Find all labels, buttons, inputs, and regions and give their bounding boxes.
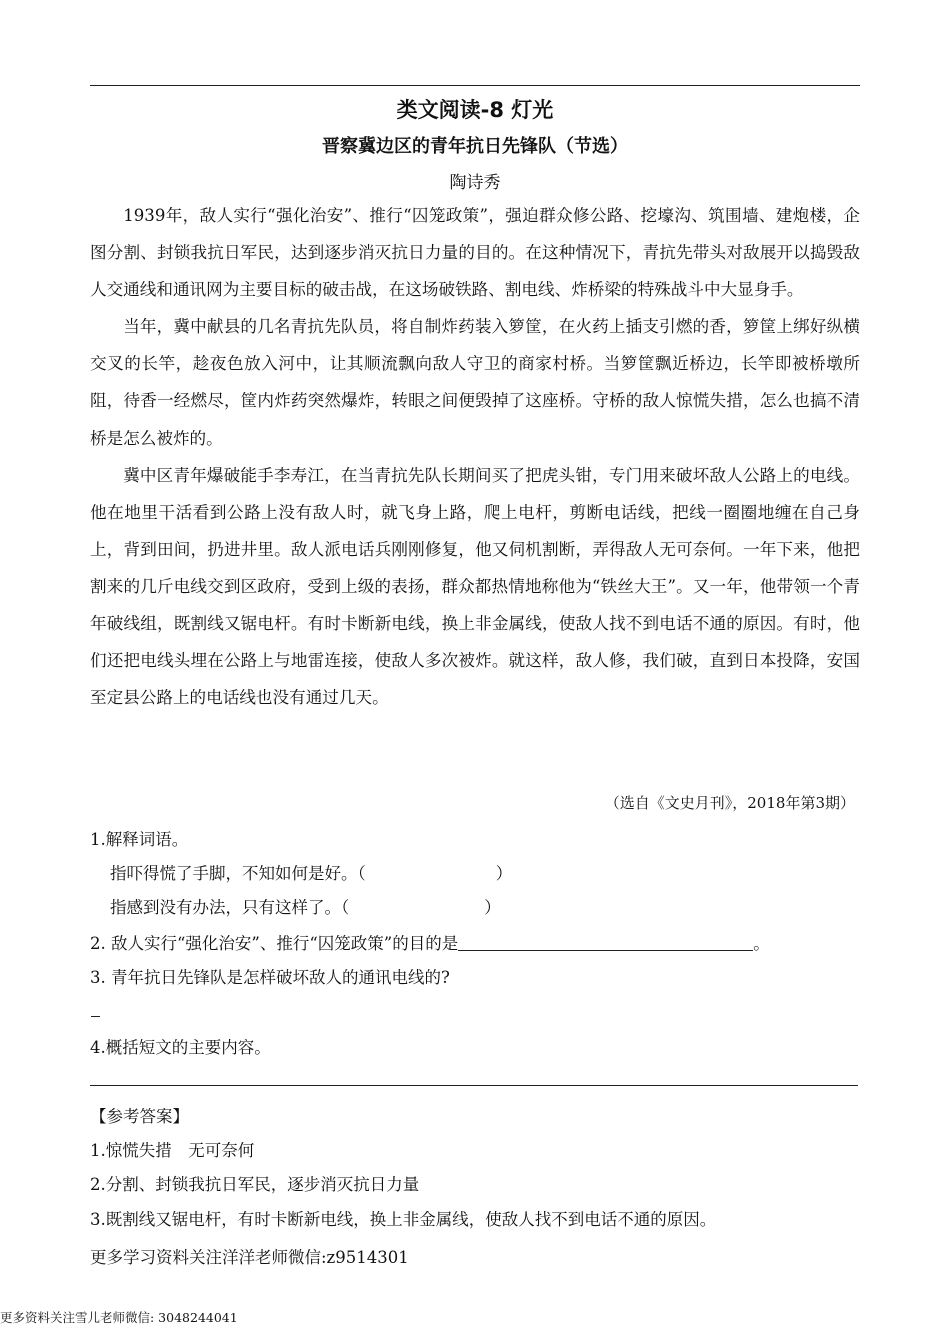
promo-text: 更多学习资料关注洋洋老师微信:z9514301: [90, 1248, 409, 1267]
question-1a-text: 指吓得慌了手脚，不知如何是好。（: [110, 864, 366, 883]
question-1a: [110, 860, 512, 884]
question-2-end: 。: [753, 934, 770, 953]
answer-divider: [90, 1085, 858, 1086]
answer-3: 3.既割线又锯电杆，有时卡断新电线，换上非金属线，使敌人找不到电话不通的原因。: [90, 1210, 717, 1229]
article-paragraph-3: 冀中区青年爆破能手李寿江，在当青抗先队长期间买了把虎头钳，专门用来破坏敌人公路上的电线。他在地里干活看到公路上没有敌人时，就飞身上路，爬上电杆，剪断电话线，把线一圈圈地缠在自己身上，背到田间，扔进井里。敌人派电话兵刚刚修复，他又伺机割断，弄得敌人无可奈何。一年下来，他把割来的几斤电线交到区政府，受到上级的表扬，群众都热情地称他为“铁丝大王”。又一年，他带领一个青年破线组，既割线又锯电杆。有时卡断新电线，换上非金属线，使敌人找不到电话不通的原因。有时，他们还把电线头埋在公路上与地雷连接，使敌人多次被炸。就这样，敌人修，我们破，直到日本投降，安国至定县公路上的电话线也没有通过几天。: [90, 465, 860, 708]
article-body: [90, 197, 860, 716]
article-title: 晋察冀边区的青年抗日先锋队（节选）: [322, 136, 628, 157]
answer-heading: 【参考答案】: [90, 1107, 189, 1126]
question-1b: [110, 894, 501, 918]
page-title: 类文阅读-8 灯光: [396, 98, 554, 122]
answer-line-stub: [91, 1016, 100, 1017]
article-paragraph-1: 1939年，敌人实行“强化治安”、推行“囚笼政策”，强迫群众修公路、挖壕沟、筑围墙、建炮楼，企图分割、封锁我抗日军民，达到逐步消灭抗日力量的目的。在这种情况下，青抗先带头对敌展开以捣毁敌人交通线和通讯网为主要目标的破击战，在这场破铁路、割电线、炸桥梁的特殊战斗中大显身手。: [90, 206, 860, 300]
footer-note: 更多资料关注雪儿老师微信: 3048244041: [0, 1310, 238, 1325]
question-1a-close: ）: [495, 864, 513, 883]
question-1b-text: 指感到没有办法，只有这样了。（: [110, 898, 350, 917]
question-4: 4.概括短文的主要内容。: [90, 1038, 271, 1057]
answer-blank-2[interactable]: [458, 932, 753, 951]
answer-1: 1.惊慌失措 无可奈何: [90, 1141, 255, 1160]
question-2: [90, 930, 770, 954]
article-source: （选自《文史月刊》，2018年第3期）: [604, 794, 855, 812]
top-divider: [90, 85, 860, 86]
answer-2: 2.分割、封锁我抗日军民，逐步消灭抗日力量: [90, 1175, 420, 1194]
question-3: 3. 青年抗日先锋队是怎样破坏敌人的通讯电线的?: [90, 968, 450, 987]
question-2-text: 2. 敌人实行“强化治安”、推行“囚笼政策”的目的是: [90, 934, 459, 953]
question-1b-close: ）: [484, 898, 501, 917]
article-author: 陶诗秀: [449, 173, 501, 193]
question-1: 1.解释词语。: [90, 830, 189, 849]
article-paragraph-2: 当年，冀中献县的几名青抗先队员，将自制炸药装入箩筐，在火药上插支引燃的香，箩筐上绑好纵横交叉的长竿，趁夜色放入河中，让其顺流飘向敌人守卫的商家村桥。当箩筐飘近桥边，长竿即被桥墩所阻，待香一经燃尽，筐内炸药突然爆炸，转眼之间便毁掉了这座桥。守桥的敌人惊慌失措，怎么也搞不清桥是怎么被炸的。: [90, 317, 860, 448]
